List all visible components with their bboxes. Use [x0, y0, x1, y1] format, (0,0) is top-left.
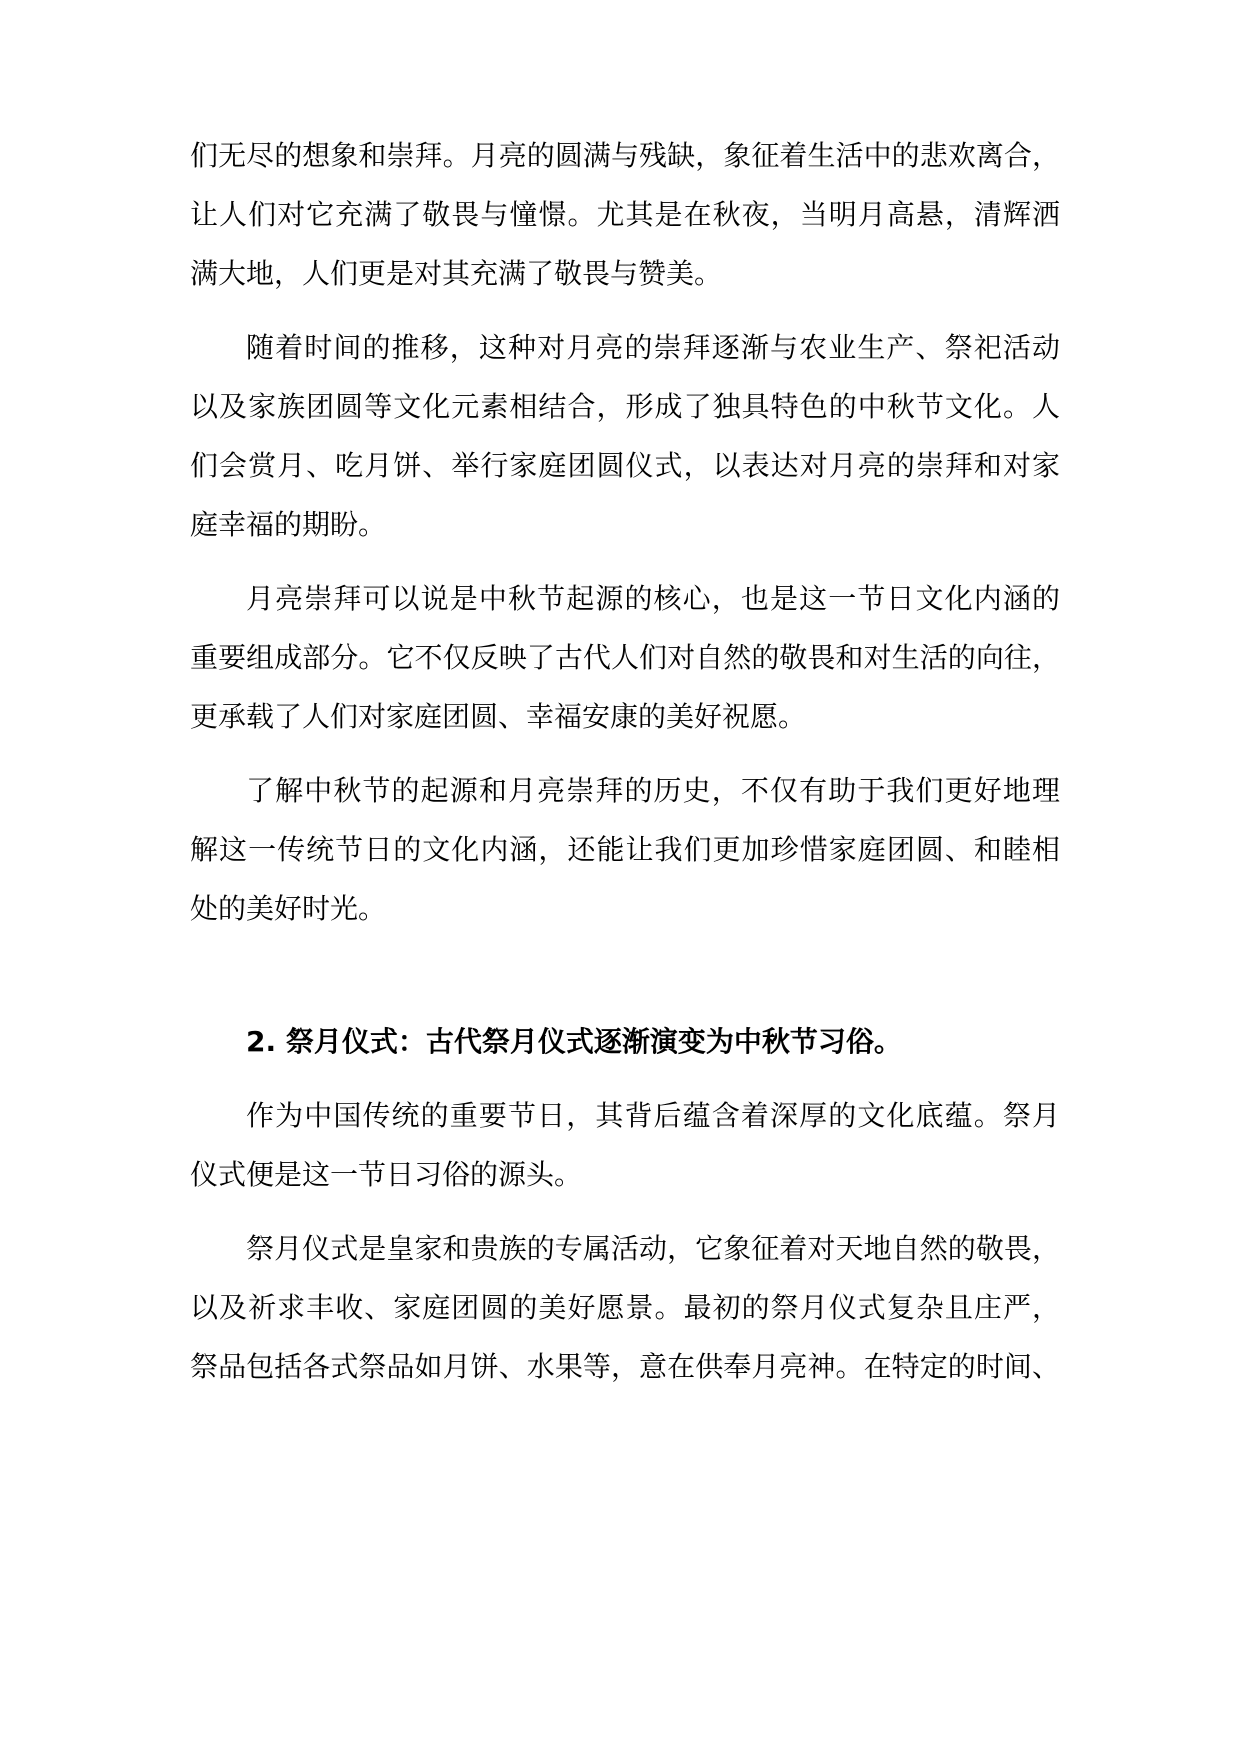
- text-line: 们会赏月、吃月饼、举行家庭团圆仪式，以表达对月亮的崇拜和对家: [190, 449, 1060, 482]
- text-line: 随着时间的推移，这种对月亮的崇拜逐渐与农业生产、祭祀活动: [246, 331, 1060, 364]
- text-line: 以及家族团圆等文化元素相结合，形成了独具特色的中秋节文化。人: [190, 390, 1060, 423]
- paragraph-moon-worship-intro: [190, 126, 1060, 303]
- text-line: 仪式便是这一节日习俗的源头。: [190, 1158, 583, 1191]
- text-line: 更承载了人们对家庭团圆、幸福安康的美好祝愿。: [190, 700, 807, 733]
- text-line: 月亮崇拜可以说是中秋节起源的核心，也是这一节日文化内涵的: [246, 582, 1060, 615]
- section-heading: 2. 祭月仪式：古代祭月仪式逐渐演变为中秋节习俗。: [246, 1025, 902, 1058]
- text-line: 作为中国传统的重要节日，其背后蕴含着深厚的文化底蕴。祭月: [246, 1099, 1060, 1132]
- paragraph-moon-worship-core: [190, 569, 1060, 746]
- text-line: 处的美好时光。: [190, 892, 387, 925]
- paragraph-moon-ritual-details: [190, 1219, 1060, 1396]
- text-line: 祭月仪式是皇家和贵族的专属活动，它象征着对天地自然的敬畏，: [246, 1232, 1060, 1265]
- text-line: 解这一传统节日的文化内涵，还能让我们更加珍惜家庭团圆、和睦相: [190, 833, 1060, 866]
- text-line: 满大地，人们更是对其充满了敬畏与赞美。: [190, 257, 723, 290]
- text-line: 重要组成部分。它不仅反映了古代人们对自然的敬畏和对生活的向往，: [190, 641, 1060, 674]
- text-line: 庭幸福的期盼。: [190, 508, 387, 541]
- text-line: 以及祈求丰收、家庭团圆的美好愿景。最初的祭月仪式复杂且庄严，: [190, 1291, 1060, 1324]
- paragraph-understanding-history: [190, 761, 1060, 938]
- text-line: 祭品包括各式祭品如月饼、水果等，意在供奉月亮神。在特定的时间、: [190, 1350, 1060, 1383]
- paragraph-festival-culture: [190, 318, 1060, 554]
- text-line: 了解中秋节的起源和月亮崇拜的历史，不仅有助于我们更好地理: [246, 774, 1060, 807]
- document-page: [190, 126, 1060, 1396]
- text-line: 们无尽的想象和崇拜。月亮的圆满与残缺，象征着生活中的悲欢离合，: [190, 139, 1060, 172]
- paragraph-moon-ritual-intro: [190, 1086, 1060, 1204]
- text-line: 让人们对它充满了敬畏与憧憬。尤其是在秋夜，当明月高悬，清辉洒: [190, 198, 1060, 231]
